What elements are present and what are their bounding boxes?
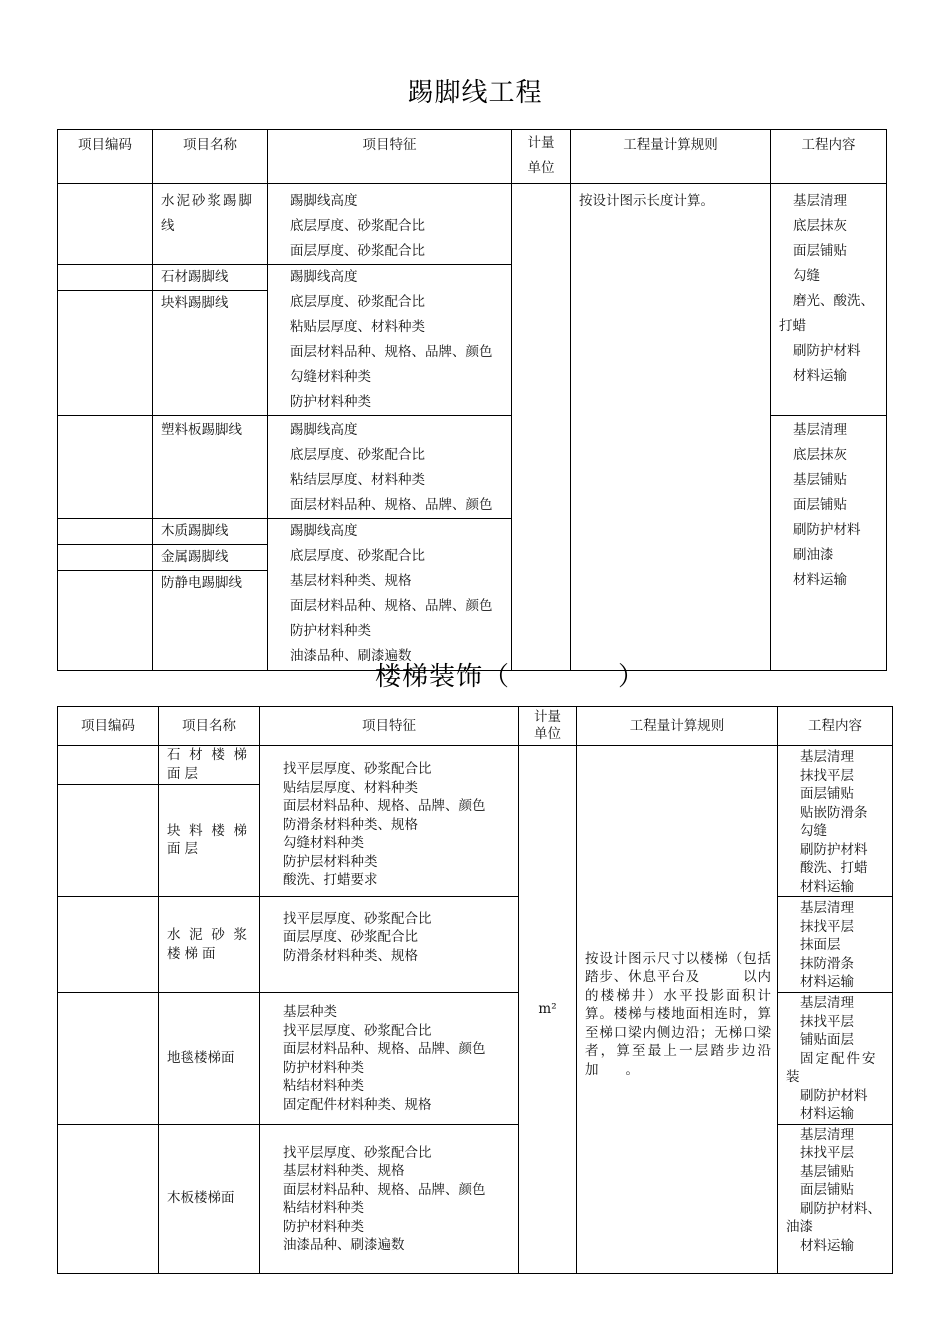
item-name: 塑料板踢脚线: [153, 416, 268, 519]
item-name: 地毯楼梯面: [159, 993, 260, 1125]
code-cell: [58, 416, 153, 519]
rule-cell: 按设计图示尺寸以楼梯（包括踏步、休息平台及 以内的楼梯井）水平投影面积计算。楼梯与楼地面相连时，算至梯口梁内侧边沿；无梯口梁者，算至最上一层踏步边沿加 。: [577, 746, 778, 1274]
col-header-work: 工程内容: [771, 130, 887, 184]
table-row: [58, 746, 893, 785]
rule-cell: 按设计图示长度计算。: [571, 184, 771, 671]
code-cell: [58, 184, 153, 265]
table-row: [58, 184, 887, 265]
features-cell: 基层种类 找平层厚度、砂浆配合比 面层材料品种、规格、品牌、颜色 防护材料种类 粘结材料种类 固定配件材料种类、规格: [260, 993, 519, 1125]
col-header-name: 项目名称: [159, 707, 260, 746]
item-name: 金属踢脚线: [153, 545, 268, 571]
table-header-row: [58, 130, 887, 184]
code-cell: [58, 265, 153, 291]
stair-table: [57, 706, 893, 1274]
features-cell: 找平层厚度、砂浆配合比 贴结层厚度、材料种类 面层材料品种、规格、品牌、颜色 防滑条材料种类、规格 勾缝材料种类 防护层材料种类 酸洗、打蜡要求: [260, 746, 519, 897]
unit-cell: [512, 184, 571, 671]
code-cell: [58, 993, 159, 1125]
col-header-features: 项目特征: [260, 707, 519, 746]
work-content-cell: 基层清理 抹找平层 抹面层 抹防滑条 材料运输: [778, 897, 893, 993]
col-header-work: 工程内容: [778, 707, 893, 746]
features-cell: 找平层厚度、砂浆配合比 基层材料种类、规格 面层材料品种、规格、品牌、颜色 粘结材料种类 防护材料种类 油漆品种、刷漆遍数: [260, 1124, 519, 1273]
col-header-unit: 计量 单位: [519, 707, 577, 746]
features-cell: 踢脚线高度 底层厚度、砂浆配合比 粘贴层厚度、材料种类 面层材料品种、规格、品牌、颜色 勾缝材料种类 防护材料种类: [268, 265, 512, 416]
item-name: 水泥砂浆楼梯面: [159, 897, 260, 993]
col-header-name: 项目名称: [153, 130, 268, 184]
section2-title: 楼梯装饰（ ）: [374, 662, 645, 692]
col-header-features: 项目特征: [268, 130, 512, 184]
item-name: 块料踢脚线: [153, 291, 268, 416]
col-header-unit: 计量 单位: [512, 130, 571, 184]
item-name: 块料楼梯面层: [159, 784, 260, 897]
code-cell: [58, 291, 153, 416]
item-name: 防静电踢脚线: [153, 571, 268, 671]
table-header-row: [58, 707, 893, 746]
code-cell: [58, 897, 159, 993]
features-cell: 踢脚线高度 底层厚度、砂浆配合比 基层材料种类、规格 面层材料品种、规格、品牌、颜色 防护材料种类 油漆品种、刷漆遍数: [268, 519, 512, 671]
col-header-rule: 工程量计算规则: [577, 707, 778, 746]
code-cell: [58, 746, 159, 785]
col-header-code: 项目编码: [58, 130, 153, 184]
work-content-cell: 基层清理 抹找平层 面层铺贴 贴嵌防滑条 勾缝 刷防护材料 酸洗、打蜡 材料运输: [778, 746, 893, 897]
item-name: 水泥砂浆踢脚线: [153, 184, 268, 265]
code-cell: [58, 784, 159, 897]
item-name: 石材踢脚线: [153, 265, 268, 291]
item-name: 石材楼梯面层: [159, 746, 260, 785]
unit-cell: m²: [519, 746, 577, 1274]
item-name: 木板楼梯面: [159, 1124, 260, 1273]
code-cell: [58, 545, 153, 571]
work-content-cell: 基层清理 抹找平层 铺贴面层 固定配件安 装 刷防护材料 材料运输: [778, 993, 893, 1125]
skirting-table: [57, 129, 887, 671]
work-content-cell: 基层清理 底层抹灰 基层铺贴 面层铺贴 刷防护材料 刷油漆 材料运输: [771, 416, 887, 671]
item-name: 木质踢脚线: [153, 519, 268, 545]
col-header-rule: 工程量计算规则: [571, 130, 771, 184]
features-cell: 踢脚线高度 底层厚度、砂浆配合比 面层厚度、砂浆配合比: [268, 184, 512, 265]
code-cell: [58, 1124, 159, 1273]
features-cell: 找平层厚度、砂浆配合比 面层厚度、砂浆配合比 防滑条材料种类、规格: [260, 897, 519, 993]
work-content-cell: 基层清理 底层抹灰 面层铺贴 勾缝 磨光、酸洗、 打蜡 刷防护材料 材料运输: [771, 184, 887, 416]
section1-title: 踢脚线工程: [407, 78, 543, 108]
col-header-code: 项目编码: [58, 707, 159, 746]
features-cell: 踢脚线高度 底层厚度、砂浆配合比 粘结层厚度、材料种类 面层材料品种、规格、品牌、颜色: [268, 416, 512, 519]
work-content-cell: 基层清理 抹找平层 基层铺贴 面层铺贴 刷防护材料、 油漆 材料运输: [778, 1124, 893, 1273]
code-cell: [58, 519, 153, 545]
